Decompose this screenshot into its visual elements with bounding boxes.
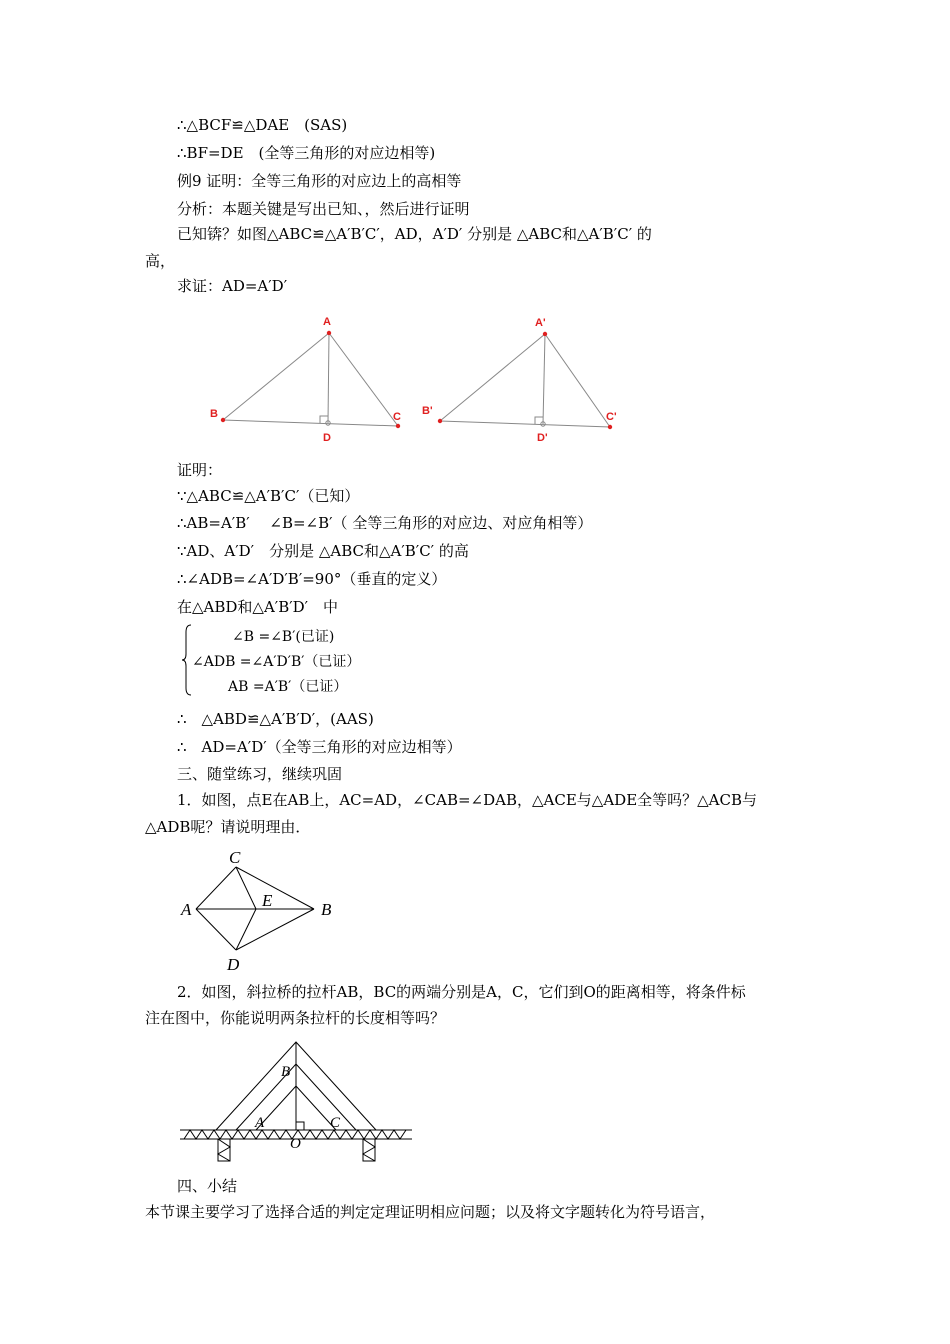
system-row: ∠B =∠B′(已证) xyxy=(232,629,335,645)
label-c-prime: C' xyxy=(606,411,617,423)
label-b: B xyxy=(281,1064,291,1080)
system-row: ∠ADB =∠A′D′B′（已证） xyxy=(192,654,361,670)
bridge-figure xyxy=(180,1036,420,1170)
label-o: O xyxy=(290,1136,301,1152)
label-b: B xyxy=(210,408,218,420)
point-c xyxy=(396,424,400,428)
text-line: 证明： xyxy=(177,461,223,479)
text-line: 已知锛？如图△ABC≌△A′B′C′，AD，A′D′ 分别是 △ABC和△A′B′C′ 的 xyxy=(177,225,652,243)
text-line: ∴∠ADB=∠A′D′B′=90°（垂直的定义） xyxy=(177,570,447,588)
text-line: ∴ △ABD≌△A′B′D′，(AAS) xyxy=(177,710,374,728)
label-d: D xyxy=(323,432,331,444)
text-line: ∴ AD=A′D′（全等三角形的对应边相等） xyxy=(177,738,462,756)
text-line: 2．如图，斜拉桥的拉杆AB，BC的两端分别是A，C，它们到O的距离相等，将条件标 xyxy=(177,983,746,1001)
label-e: E xyxy=(262,891,273,910)
text-line: ∵△ABC≌△A′B′C′（已知） xyxy=(177,487,360,505)
text-line: ∴BF=DE (全等三角形的对应边相等) xyxy=(177,144,436,162)
text-line: 高， xyxy=(145,252,176,270)
bridge-pier-right xyxy=(363,1139,375,1161)
text-line: ∴△BCF≌△DAE (SAS) xyxy=(177,116,348,134)
triangles-figure xyxy=(200,310,640,450)
label-c: C xyxy=(330,1115,341,1131)
point-a-prime xyxy=(543,332,547,336)
text-line: 四、小结 xyxy=(177,1177,238,1195)
kite-figure xyxy=(176,846,346,976)
text-line: 在△ABD和△A′B′D′ 中 xyxy=(177,598,339,616)
label-a: A xyxy=(255,1115,265,1131)
point-b xyxy=(221,418,225,422)
triangle-a2b2c2 xyxy=(422,317,617,444)
text-line: 1．如图，点E在AB上，AC=AD，∠CAB=∠DAB，△ACE与△ADE全等吗？△ACB与 xyxy=(177,791,758,809)
text-line: △ADB呢？请说明理由． xyxy=(145,818,311,836)
label-b-prime: B' xyxy=(422,405,433,417)
text-line: 本节课主要学习了选择合适的判定定理证明相应问题；以及将文字题转化为符号语言， xyxy=(145,1203,716,1221)
text-line: 例9 证明：全等三角形的对应边上的高相等 xyxy=(177,172,462,190)
label-c: C xyxy=(229,848,241,867)
label-a: A xyxy=(323,316,331,328)
text-line: ∵AD、A′D′ 分别是 △ABC和△A′B′C′ 的高 xyxy=(177,542,469,560)
label-b: B xyxy=(321,900,332,919)
text-line: 注在图中，你能说明两条拉杆的长度相等吗？ xyxy=(145,1009,446,1027)
label-c: C xyxy=(393,411,401,423)
text-line: 三、随堂练习，继续巩固 xyxy=(177,765,343,783)
label-a: A xyxy=(181,900,192,919)
point-c-prime xyxy=(608,425,612,429)
point-b-prime xyxy=(438,419,442,423)
bridge-pier-left xyxy=(218,1139,230,1161)
triangle-abc xyxy=(210,316,401,444)
label-a-prime: A' xyxy=(535,317,546,329)
system-row: AB =A′B′（已证） xyxy=(228,679,348,695)
text-line: 分析：本题关键是写出已知、，然后进行证明 xyxy=(177,200,470,218)
text-line: ∴AB=A′B′ ∠B=∠B′（ 全等三角形的对应边、对应角相等） xyxy=(177,514,593,532)
label-d-prime: D' xyxy=(537,432,548,444)
label-d: D xyxy=(227,955,240,974)
point-a xyxy=(327,331,331,335)
text-line: 求证：AD=A′D′ xyxy=(177,277,288,295)
brace-icon xyxy=(182,624,192,696)
bridge-cables xyxy=(216,1042,376,1130)
equation-system xyxy=(182,624,442,698)
